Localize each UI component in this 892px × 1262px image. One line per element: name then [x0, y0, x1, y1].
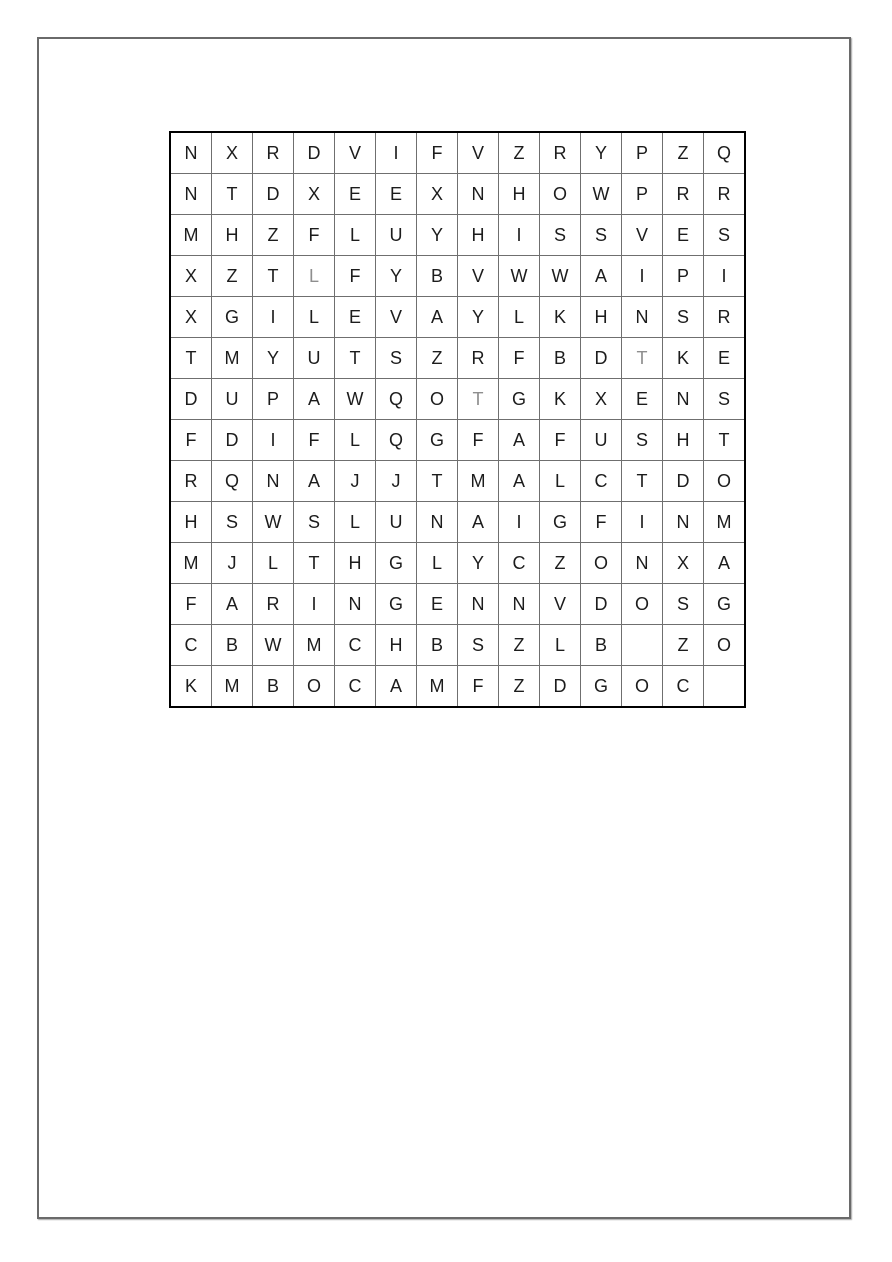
letter-cell: I: [704, 256, 746, 297]
letter-cell: N: [622, 543, 663, 584]
letter-cell: Q: [376, 379, 417, 420]
letter-cell: H: [499, 174, 540, 215]
letter-cell: H: [581, 297, 622, 338]
letter-cell: C: [335, 625, 376, 666]
letter-cell: Z: [540, 543, 581, 584]
letter-cell: Z: [499, 666, 540, 708]
letter-cell: M: [170, 215, 212, 256]
letter-cell: A: [294, 461, 335, 502]
letter-cell: Z: [417, 338, 458, 379]
letter-cell: Q: [212, 461, 253, 502]
letter-cell: Z: [253, 215, 294, 256]
letter-cell: O: [417, 379, 458, 420]
letter-cell: S: [704, 215, 746, 256]
letter-cell: M: [212, 338, 253, 379]
letter-cell: F: [294, 420, 335, 461]
letter-cell: G: [376, 584, 417, 625]
letter-cell: D: [170, 379, 212, 420]
grid-row: [170, 379, 745, 420]
letter-cell: H: [663, 420, 704, 461]
grid-body: [170, 132, 745, 707]
letter-cell: V: [335, 132, 376, 174]
letter-cell: Q: [704, 132, 746, 174]
letter-cell: Y: [458, 297, 499, 338]
grid-row: [170, 625, 745, 666]
letter-cell: I: [376, 132, 417, 174]
letter-cell: B: [417, 625, 458, 666]
letter-cell: I: [253, 420, 294, 461]
letter-cell: A: [458, 502, 499, 543]
letter-cell: X: [417, 174, 458, 215]
letter-cell: S: [663, 297, 704, 338]
letter-cell: T: [622, 338, 663, 379]
letter-cell: X: [294, 174, 335, 215]
letter-cell: G: [540, 502, 581, 543]
grid-row: [170, 256, 745, 297]
letter-cell: B: [253, 666, 294, 708]
letter-cell: W: [581, 174, 622, 215]
letter-cell: Z: [663, 625, 704, 666]
letter-cell: G: [499, 379, 540, 420]
letter-cell: O: [622, 666, 663, 708]
letter-cell: S: [581, 215, 622, 256]
letter-cell: V: [376, 297, 417, 338]
letter-cell: H: [376, 625, 417, 666]
letter-cell: X: [170, 297, 212, 338]
letter-cell: Y: [458, 543, 499, 584]
letter-cell: C: [170, 625, 212, 666]
letter-cell: T: [704, 420, 746, 461]
letter-cell: V: [540, 584, 581, 625]
letter-cell: R: [663, 174, 704, 215]
letter-cell: N: [170, 174, 212, 215]
letter-cell: A: [417, 297, 458, 338]
letter-cell: D: [212, 420, 253, 461]
grid-row: [170, 132, 745, 174]
letter-cell: H: [335, 543, 376, 584]
letter-cell: T: [212, 174, 253, 215]
letter-cell: H: [212, 215, 253, 256]
grid-row: [170, 338, 745, 379]
letter-cell: O: [622, 584, 663, 625]
letter-cell: O: [704, 461, 746, 502]
letter-cell: G: [376, 543, 417, 584]
letter-cell: K: [540, 379, 581, 420]
letter-cell: U: [376, 215, 417, 256]
letter-cell: O: [294, 666, 335, 708]
letter-cell: N: [663, 502, 704, 543]
letter-cell: L: [499, 297, 540, 338]
letter-cell: K: [170, 666, 212, 708]
letter-cell: S: [663, 584, 704, 625]
letter-cell: F: [499, 338, 540, 379]
letter-cell: L: [335, 502, 376, 543]
letter-cell: A: [294, 379, 335, 420]
letter-cell: T: [253, 256, 294, 297]
letter-cell: E: [335, 174, 376, 215]
letter-cell: S: [294, 502, 335, 543]
letter-cell: Y: [376, 256, 417, 297]
letter-cell: H: [170, 502, 212, 543]
letter-cell: I: [294, 584, 335, 625]
letter-cell: I: [253, 297, 294, 338]
letter-cell: X: [663, 543, 704, 584]
letter-cell: V: [622, 215, 663, 256]
letter-cell: N: [253, 461, 294, 502]
letter-cell: J: [212, 543, 253, 584]
letter-cell: N: [663, 379, 704, 420]
letter-cell: I: [622, 256, 663, 297]
letter-cell: L: [540, 625, 581, 666]
letter-cell: Y: [581, 132, 622, 174]
letter-cell: L: [540, 461, 581, 502]
letter-cell: N: [170, 132, 212, 174]
letter-cell: A: [212, 584, 253, 625]
letter-cell: N: [458, 584, 499, 625]
letter-cell: L: [335, 215, 376, 256]
grid-row: [170, 215, 745, 256]
letter-cell: P: [622, 174, 663, 215]
letter-cell: A: [704, 543, 746, 584]
letter-cell: E: [417, 584, 458, 625]
letter-cell: R: [253, 584, 294, 625]
letter-cell: D: [581, 584, 622, 625]
letter-cell: P: [622, 132, 663, 174]
letter-cell: Z: [663, 132, 704, 174]
letter-cell: N: [335, 584, 376, 625]
letter-cell: T: [417, 461, 458, 502]
letter-cell: A: [499, 420, 540, 461]
letter-cell: D: [253, 174, 294, 215]
letter-cell: F: [170, 420, 212, 461]
letter-cell: N: [458, 174, 499, 215]
grid-row: [170, 666, 745, 708]
grid-row: [170, 461, 745, 502]
letter-cell: J: [376, 461, 417, 502]
letter-cell: Z: [499, 625, 540, 666]
letter-cell: W: [335, 379, 376, 420]
letter-cell: T: [170, 338, 212, 379]
letter-cell: C: [581, 461, 622, 502]
letter-cell: U: [294, 338, 335, 379]
letter-cell: F: [335, 256, 376, 297]
letter-cell: E: [376, 174, 417, 215]
letter-cell: M: [212, 666, 253, 708]
letter-cell: N: [499, 584, 540, 625]
letter-cell: D: [663, 461, 704, 502]
letter-cell: M: [417, 666, 458, 708]
letter-cell: K: [540, 297, 581, 338]
letter-cell: R: [704, 174, 746, 215]
letter-cell: D: [540, 666, 581, 708]
letter-cell: E: [704, 338, 746, 379]
letter-cell: R: [458, 338, 499, 379]
letter-cell: M: [170, 543, 212, 584]
grid-row: [170, 502, 745, 543]
letter-cell: U: [212, 379, 253, 420]
letter-cell: L: [417, 543, 458, 584]
letter-cell: K: [663, 338, 704, 379]
letter-cell: P: [663, 256, 704, 297]
letter-cell: V: [458, 256, 499, 297]
letter-cell: C: [663, 666, 704, 708]
letter-cell: E: [622, 379, 663, 420]
letter-cell: E: [335, 297, 376, 338]
grid-row: [170, 174, 745, 215]
letter-cell: F: [170, 584, 212, 625]
letter-cell: S: [376, 338, 417, 379]
letter-cell: T: [622, 461, 663, 502]
letter-cell: C: [335, 666, 376, 708]
letter-cell: U: [376, 502, 417, 543]
grid-row: [170, 584, 745, 625]
letter-cell: M: [294, 625, 335, 666]
letter-cell: F: [458, 666, 499, 708]
letter-cell: F: [540, 420, 581, 461]
letter-cell: D: [581, 338, 622, 379]
letter-cell: A: [499, 461, 540, 502]
letter-cell: Z: [499, 132, 540, 174]
letter-cell: A: [376, 666, 417, 708]
letter-cell: O: [540, 174, 581, 215]
letter-cell: F: [458, 420, 499, 461]
letter-cell: S: [212, 502, 253, 543]
letter-cell: I: [499, 215, 540, 256]
letter-cell: M: [704, 502, 746, 543]
letter-cell: R: [170, 461, 212, 502]
letter-cell: B: [540, 338, 581, 379]
word-search-grid: [169, 131, 746, 708]
letter-cell: W: [253, 625, 294, 666]
letter-cell: V: [458, 132, 499, 174]
letter-cell: R: [704, 297, 746, 338]
letter-cell: X: [212, 132, 253, 174]
letter-cell: P: [253, 379, 294, 420]
letter-cell: E: [663, 215, 704, 256]
letter-cell: D: [294, 132, 335, 174]
letter-cell: F: [581, 502, 622, 543]
letter-cell: T: [458, 379, 499, 420]
letter-cell: B: [581, 625, 622, 666]
letter-cell: O: [581, 543, 622, 584]
letter-cell: S: [622, 420, 663, 461]
letter-cell: C: [499, 543, 540, 584]
letter-cell: Q: [376, 420, 417, 461]
empty-cell: [622, 625, 663, 666]
letter-cell: F: [294, 215, 335, 256]
letter-cell: B: [417, 256, 458, 297]
letter-cell: M: [458, 461, 499, 502]
letter-cell: F: [417, 132, 458, 174]
letter-cell: G: [704, 584, 746, 625]
letter-cell: A: [581, 256, 622, 297]
grid-row: [170, 543, 745, 584]
empty-cell: [704, 666, 746, 708]
letter-cell: T: [294, 543, 335, 584]
letter-cell: O: [704, 625, 746, 666]
letter-cell: L: [294, 297, 335, 338]
letter-cell: G: [212, 297, 253, 338]
letter-cell: W: [253, 502, 294, 543]
letter-cell: W: [499, 256, 540, 297]
letter-cell: J: [335, 461, 376, 502]
letter-cell: G: [417, 420, 458, 461]
letter-cell: W: [540, 256, 581, 297]
letter-cell: U: [581, 420, 622, 461]
worksheet-page: [37, 37, 851, 1219]
grid-row: [170, 420, 745, 461]
letter-cell: I: [622, 502, 663, 543]
grid-row: [170, 297, 745, 338]
letter-cell: S: [704, 379, 746, 420]
letter-cell: I: [499, 502, 540, 543]
letter-cell: N: [417, 502, 458, 543]
letter-cell: L: [335, 420, 376, 461]
letter-cell: R: [540, 132, 581, 174]
letter-cell: L: [294, 256, 335, 297]
letter-cell: H: [458, 215, 499, 256]
letter-cell: X: [581, 379, 622, 420]
letter-cell: Y: [417, 215, 458, 256]
letter-cell: B: [212, 625, 253, 666]
letter-cell: Z: [212, 256, 253, 297]
letter-cell: G: [581, 666, 622, 708]
letter-cell: Y: [253, 338, 294, 379]
letter-cell: T: [335, 338, 376, 379]
letter-cell: X: [170, 256, 212, 297]
letter-cell: S: [540, 215, 581, 256]
letter-cell: L: [253, 543, 294, 584]
letter-cell: R: [253, 132, 294, 174]
letter-cell: N: [622, 297, 663, 338]
letter-cell: S: [458, 625, 499, 666]
